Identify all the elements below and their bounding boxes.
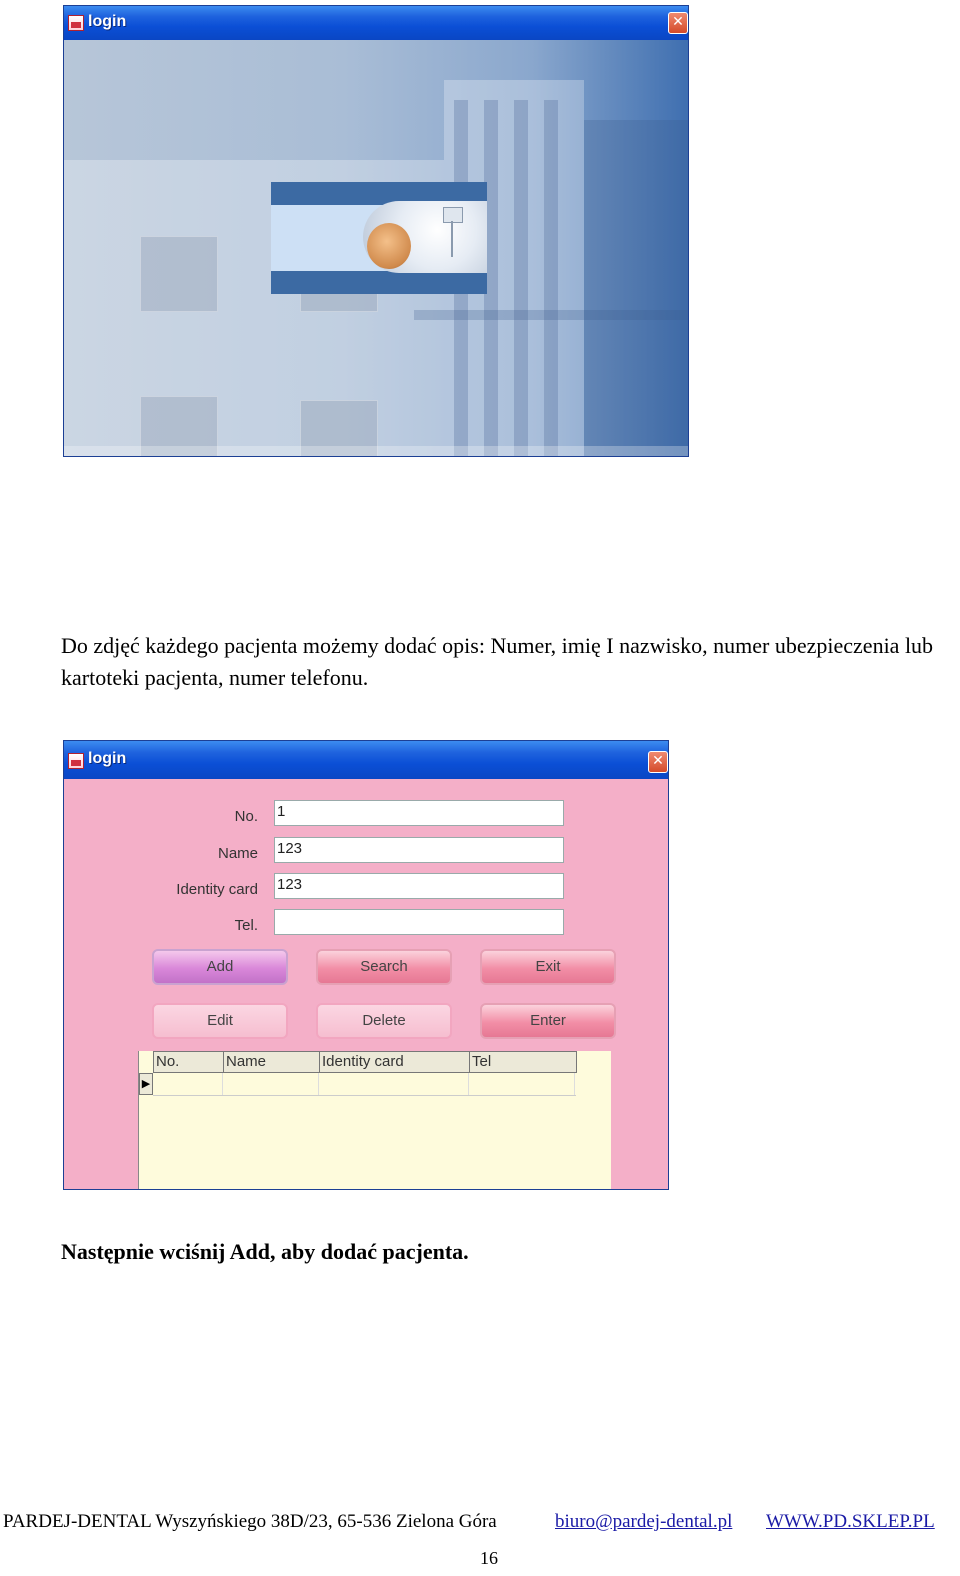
- patient-form: [64, 779, 668, 1189]
- patient-face: [367, 223, 411, 269]
- window-titlebar[interactable]: [64, 741, 668, 779]
- column-header-tel[interactable]: Tel: [472, 1053, 492, 1070]
- delete-button[interactable]: Delete: [316, 1003, 452, 1039]
- splash-background: [64, 40, 688, 456]
- footer-website-link[interactable]: WWW.PD.SKLEP.PL: [766, 1511, 935, 1532]
- no-input[interactable]: 1: [274, 800, 564, 826]
- description-paragraph: Do zdjęć każdego pacjenta możemy dodać opis: Numer, imię I nazwisko, numer ubezpieczenia lub kartoteki pacjenta, numer telefonu.: [61, 633, 934, 690]
- identity-card-input[interactable]: 123: [274, 873, 564, 899]
- add-button[interactable]: Add: [152, 949, 288, 985]
- instruction-paragraph: Następnie wciśnij Add, aby dodać pacjenta.: [61, 1239, 469, 1264]
- dental-lamp-icon: [443, 207, 463, 223]
- patient-table[interactable]: [138, 1051, 611, 1190]
- close-icon[interactable]: ✕: [648, 751, 668, 773]
- footer-email-link[interactable]: biuro@pardej-dental.pl: [555, 1511, 733, 1532]
- tel-input[interactable]: [274, 909, 564, 935]
- dental-photo: [363, 201, 487, 273]
- name-input[interactable]: 123: [274, 837, 564, 863]
- column-header-identity-card[interactable]: Identity card: [320, 1052, 470, 1072]
- window-title: login: [88, 13, 127, 30]
- window-titlebar[interactable]: [64, 6, 688, 40]
- footer-address: PARDEJ-DENTAL Wyszyńskiego 38D/23, 65-536 Zielona Góra: [3, 1511, 497, 1532]
- tel-label: Tel.: [234, 917, 258, 934]
- exit-button[interactable]: Exit: [480, 949, 616, 985]
- identity-card-label: Identity card: [176, 881, 258, 898]
- splash-login-window: [63, 5, 689, 457]
- column-header-name[interactable]: Name: [224, 1052, 320, 1072]
- app-icon: [68, 15, 84, 31]
- table-row[interactable]: [153, 1073, 576, 1096]
- table-header: [153, 1051, 577, 1073]
- no-label: No.: [234, 808, 258, 825]
- column-header-no[interactable]: No.: [154, 1052, 224, 1072]
- close-icon[interactable]: ✕: [668, 12, 688, 34]
- window-title: login: [88, 750, 127, 767]
- enter-button[interactable]: Enter: [480, 1003, 616, 1039]
- row-indicator-icon[interactable]: ▶: [139, 1073, 153, 1095]
- patient-form-window: [63, 740, 669, 1190]
- name-label: Name: [217, 845, 258, 862]
- edit-button[interactable]: Edit: [152, 1003, 288, 1039]
- splash-panel: [271, 182, 487, 294]
- page-number: 16: [480, 1548, 498, 1568]
- app-icon: [68, 753, 84, 769]
- search-button[interactable]: Search: [316, 949, 452, 985]
